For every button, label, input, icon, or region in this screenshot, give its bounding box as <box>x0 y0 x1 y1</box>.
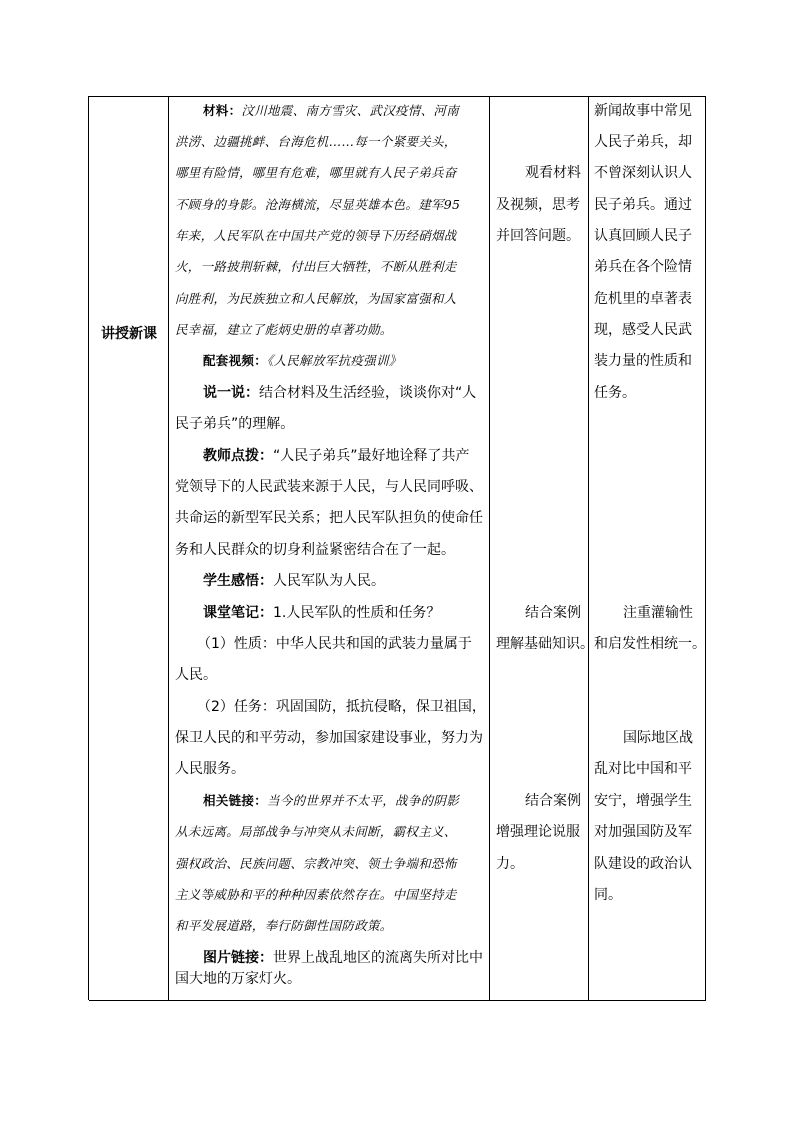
link-line-3: 强权政治、民族问题、宗教冲突、领土争端和恐怖 <box>175 856 457 871</box>
link-line-1: 相关链接：当今的世界并不太平，战争的阴影 <box>203 793 460 808</box>
teacher-line-3: 共命运的新型军民关系；把人民军队担负的使命任 <box>175 510 483 526</box>
activity-1-line-1: 观看材料 <box>525 165 581 181</box>
notes-line-3: 人民。 <box>175 667 217 683</box>
intent-3-line-5: 队建设的政治认 <box>594 856 692 872</box>
teacher-line-2: 党领导下的人民武装来源于人民，与人民同呼吸、 <box>175 479 483 495</box>
notes-line-6: 人民服务。 <box>175 761 245 777</box>
materials-line-6: 火，一路披荆斩棘，付出巨大牺牲，不断从胜利走 <box>175 259 457 274</box>
materials-line-5: 年来，人民军队在中国共产党的领导下历经硝烟战 <box>175 228 457 243</box>
notes-line-5: 保卫人民的和平劳动，参加国家建设事业，努力为 <box>175 730 483 746</box>
materials-line-2: 洪涝、边疆挑衅、台海危机……每一个紧要关头， <box>175 134 457 149</box>
intent-1-line-7: 危机里的卓著表 <box>594 291 692 307</box>
notes-line-1: 课堂笔记：1.人民军队的性质和任务？ <box>203 605 441 621</box>
intent-2-line-2: 和启发性相统一。 <box>594 636 706 652</box>
table-bottom-border <box>89 1000 706 1001</box>
picture-label: 图片链接： <box>203 950 273 966</box>
materials-label: 材料： <box>203 103 242 118</box>
notes-line-4: （2）任务：巩固国防，抵抗侵略，保卫祖国， <box>197 699 486 715</box>
link-line-2: 从未远离。局部战争与冲突从未间断，霸权主义、 <box>175 824 457 839</box>
activity-3-line-2: 增强理论说服 <box>496 824 580 840</box>
feel-line: 学生感悟：人民军队为人民。 <box>203 573 385 589</box>
materials-line-4: 不顾身的身影。沧海横流，尽显英雄本色。建军95 <box>175 197 461 212</box>
discuss-line-1: 说一说：结合材料及生活经验，谈谈你对“人 <box>203 385 477 401</box>
activity-2-line-1: 结合案例 <box>525 605 581 621</box>
intent-1-line-9: 装力量的性质和 <box>594 353 692 369</box>
intent-1-line-3: 不曾深刻认识人 <box>594 165 692 181</box>
activity-3-line-1: 结合案例 <box>525 793 581 809</box>
notes-line-2: （1）性质：中华人民共和国的武装力量属于 <box>197 636 472 652</box>
intent-1-line-2: 人民子弟兵，却 <box>594 134 692 150</box>
activity-3-line-3: 力。 <box>496 856 524 872</box>
feel-label: 学生感悟： <box>203 573 273 589</box>
intent-1-line-6: 弟兵在各个险情 <box>594 259 692 275</box>
notes-label: 课堂笔记： <box>203 605 273 621</box>
intent-3-line-6: 同。 <box>594 887 622 903</box>
link-line-4: 主义等威胁和平的种种因素依然存在。中国坚持走 <box>175 887 457 902</box>
intent-1-line-1: 新闻故事中常见 <box>594 103 692 119</box>
materials-line-8: 民幸福，建立了彪炳史册的卓著功勋。 <box>175 322 393 337</box>
activity-1-line-2: 及视频，思考 <box>496 197 580 213</box>
intent-2-line-1: 注重灌输性 <box>623 605 693 621</box>
intent-3-line-4: 对加强国防及军 <box>594 824 692 840</box>
stage-column <box>89 97 169 1000</box>
teacher-line-1: 教师点拨：“人民子弟兵”最好地诠释了共产 <box>203 448 470 464</box>
intent-1-line-10: 任务。 <box>594 385 636 401</box>
intent-3-line-1: 国际地区战 <box>623 730 693 746</box>
intent-1-line-5: 认真回顾人民子 <box>594 228 692 244</box>
video-label: 配套视频： <box>203 353 268 368</box>
discuss-line-2: 民子弟兵”的理解。 <box>175 416 295 432</box>
discuss-label: 说一说： <box>203 385 259 401</box>
materials-line-1: 材料：汶川地震、南方雪灾、武汉疫情、河南 <box>203 103 460 118</box>
intent-1-line-8: 现，感受人民武 <box>594 322 692 338</box>
lesson-stage-label: 讲授新课 <box>101 326 157 342</box>
lesson-table <box>88 96 706 1000</box>
activity-1-line-3: 并回答问题。 <box>496 228 580 244</box>
link-line-5: 和平发展道路，奉行防御性国防政策。 <box>175 918 393 933</box>
materials-line-3: 哪里有险情，哪里有危难，哪里就有人民子弟兵奋 <box>175 165 457 180</box>
activity-2-line-2: 理解基础知识。 <box>496 636 594 652</box>
picture-line-2: 国大地的万家灯火。 <box>175 971 301 987</box>
intent-1-line-4: 民子弟兵。通过 <box>594 197 692 213</box>
intent-3-line-2: 乱对比中国和平 <box>594 761 692 777</box>
teacher-label: 教师点拨： <box>203 448 273 464</box>
picture-line-1: 图片链接：世界上战乱地区的流离失所对比中 <box>203 950 483 966</box>
link-label: 相关链接： <box>203 793 268 808</box>
teacher-line-4: 务和人民群众的切身利益紧密结合在了一起。 <box>175 542 455 558</box>
video-line: 配套视频：《人民解放军抗疫强训》 <box>203 353 402 368</box>
materials-line-7: 向胜利，为民族独立和人民解放，为国家富强和人 <box>175 291 457 306</box>
intent-3-line-3: 安宁，增强学生 <box>594 793 692 809</box>
